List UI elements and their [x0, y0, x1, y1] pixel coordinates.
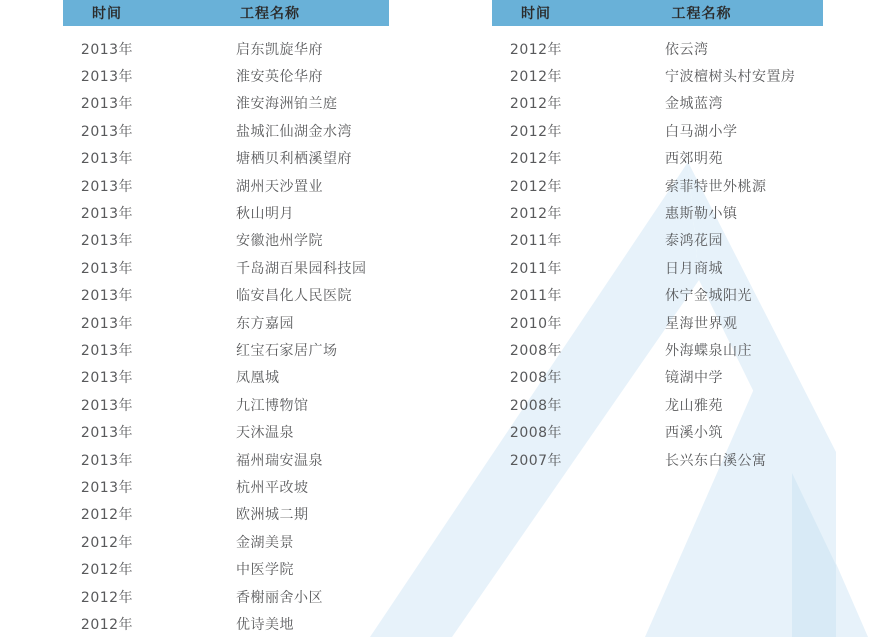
- table-row: [63, 227, 389, 254]
- time-cell: 2013年: [80, 41, 134, 58]
- table-row: [63, 336, 389, 363]
- time-cell: 2013年: [80, 151, 134, 168]
- table-row: [63, 555, 389, 582]
- table-row: [492, 254, 823, 281]
- table-row: [492, 418, 823, 445]
- project-name-cell: 福州瑞安温泉: [236, 452, 323, 469]
- time-column-header: 时间: [521, 6, 551, 22]
- project-name-cell: 天沐温泉: [236, 425, 294, 442]
- time-column-header: 时间: [92, 6, 122, 22]
- project-name-cell: 淮安英伦华府: [236, 69, 323, 86]
- project-name-cell: 安徽池州学院: [236, 233, 323, 250]
- project-name-cell: 依云湾: [665, 41, 709, 58]
- project-name-cell: 惠斯勒小镇: [665, 206, 738, 223]
- project-name-cell: 索菲特世外桃源: [665, 178, 767, 195]
- table-row: [63, 528, 389, 555]
- time-cell: 2011年: [509, 288, 563, 305]
- project-name-column-header: 工程名称: [671, 6, 732, 22]
- project-name-cell: 长兴东白溪公寓: [665, 452, 767, 469]
- table-row: [492, 391, 823, 418]
- table-row: [63, 199, 389, 226]
- project-name-cell: 金湖美景: [236, 534, 294, 551]
- time-cell: 2012年: [509, 96, 563, 113]
- project-name-cell: 欧洲城二期: [236, 507, 309, 524]
- time-cell: 2010年: [509, 315, 563, 332]
- table-row: [492, 35, 823, 62]
- project-name-cell: 龙山雅苑: [665, 397, 723, 414]
- table-row: [63, 172, 389, 199]
- time-cell: 2013年: [80, 233, 134, 250]
- project-name-cell: 临安昌化人民医院: [236, 288, 352, 305]
- time-cell: 2012年: [509, 178, 563, 195]
- project-name-cell: 香榭丽舍小区: [236, 589, 323, 606]
- table-body: [63, 35, 389, 637]
- time-cell: 2007年: [509, 452, 563, 469]
- table-row: [63, 62, 389, 89]
- project-name-cell: 东方嘉园: [236, 315, 294, 332]
- time-cell: 2012年: [509, 123, 563, 140]
- table-row: [492, 336, 823, 363]
- project-name-cell: 启东凯旋华府: [236, 41, 323, 58]
- time-cell: 2013年: [80, 123, 134, 140]
- table-row: [492, 227, 823, 254]
- table-body: [492, 35, 823, 473]
- table-row: [63, 309, 389, 336]
- time-cell: 2008年: [509, 425, 563, 442]
- time-cell: 2013年: [80, 96, 134, 113]
- table-row: [63, 583, 389, 610]
- table-row: [63, 501, 389, 528]
- table-row: [63, 473, 389, 500]
- time-cell: 2008年: [509, 342, 563, 359]
- time-cell: 2013年: [80, 260, 134, 277]
- table-row: [63, 446, 389, 473]
- time-cell: 2013年: [80, 315, 134, 332]
- table-row: [63, 391, 389, 418]
- project-name-cell: 秋山明月: [236, 206, 294, 223]
- time-cell: 2013年: [80, 206, 134, 223]
- table-row: [63, 117, 389, 144]
- table-row: [492, 117, 823, 144]
- project-name-cell: 宁波檀树头村安置房: [665, 69, 796, 86]
- time-cell: 2012年: [80, 562, 134, 579]
- time-cell: 2012年: [80, 616, 134, 633]
- table-row: [492, 446, 823, 473]
- table-row: [63, 90, 389, 117]
- project-name-cell: 凤凰城: [236, 370, 280, 387]
- table-row: [63, 610, 389, 637]
- table-row: [63, 418, 389, 445]
- project-name-cell: 塘栖贝利栖溪望府: [236, 151, 352, 168]
- table-row: [492, 90, 823, 117]
- table-row: [492, 145, 823, 172]
- table-row: [492, 309, 823, 336]
- time-cell: 2012年: [80, 507, 134, 524]
- project-name-cell: 西溪小筑: [665, 425, 723, 442]
- time-cell: 2013年: [80, 288, 134, 305]
- project-name-cell: 淮安海洲铂兰庭: [236, 96, 338, 113]
- project-name-cell: 星海世界观: [665, 315, 738, 332]
- project-name-cell: 红宝石家居广场: [236, 342, 338, 359]
- table-row: [492, 199, 823, 226]
- project-table-left: [63, 0, 389, 637]
- time-cell: 2011年: [509, 260, 563, 277]
- table-row: [492, 62, 823, 89]
- time-cell: 2013年: [80, 452, 134, 469]
- table-row: [63, 145, 389, 172]
- project-name-cell: 湖州天沙置业: [236, 178, 323, 195]
- time-cell: 2012年: [509, 41, 563, 58]
- project-name-cell: 杭州平改坡: [236, 479, 309, 496]
- time-cell: 2013年: [80, 69, 134, 86]
- time-cell: 2013年: [80, 479, 134, 496]
- table-row: [63, 282, 389, 309]
- table-row: [63, 254, 389, 281]
- project-name-cell: 镜湖中学: [665, 370, 723, 387]
- time-cell: 2012年: [80, 589, 134, 606]
- project-name-cell: 白马湖小学: [665, 123, 738, 140]
- project-name-cell: 外海蝶泉山庄: [665, 342, 752, 359]
- table-row: [492, 364, 823, 391]
- time-cell: 2012年: [80, 534, 134, 551]
- project-name-cell: 西郊明苑: [665, 151, 723, 168]
- project-name-cell: 千岛湖百果园科技园: [236, 260, 367, 277]
- project-name-cell: 盐城汇仙湖金水湾: [236, 123, 352, 140]
- time-cell: 2012年: [509, 69, 563, 86]
- project-name-cell: 中医学院: [236, 562, 294, 579]
- project-name-cell: 休宁金城阳光: [665, 288, 752, 305]
- time-cell: 2011年: [509, 233, 563, 250]
- project-name-cell: 日月商城: [665, 260, 723, 277]
- time-cell: 2008年: [509, 397, 563, 414]
- table-row: [492, 172, 823, 199]
- project-name-cell: 金城蓝湾: [665, 96, 723, 113]
- time-cell: 2013年: [80, 370, 134, 387]
- table-row: [63, 35, 389, 62]
- time-cell: 2013年: [80, 178, 134, 195]
- time-cell: 2013年: [80, 342, 134, 359]
- project-name-cell: 泰鸿花园: [665, 233, 723, 250]
- time-cell: 2012年: [509, 151, 563, 168]
- table-row: [63, 364, 389, 391]
- project-name-column-header: 工程名称: [240, 6, 300, 22]
- time-cell: 2012年: [509, 206, 563, 223]
- time-cell: 2008年: [509, 370, 563, 387]
- time-cell: 2013年: [80, 397, 134, 414]
- table-header-row: [492, 0, 823, 26]
- table-header-row: [63, 0, 389, 26]
- project-name-cell: 优诗美地: [236, 616, 294, 633]
- project-table-right: [492, 0, 823, 473]
- time-cell: 2013年: [80, 425, 134, 442]
- project-name-cell: 九江博物馆: [236, 397, 309, 414]
- table-row: [492, 282, 823, 309]
